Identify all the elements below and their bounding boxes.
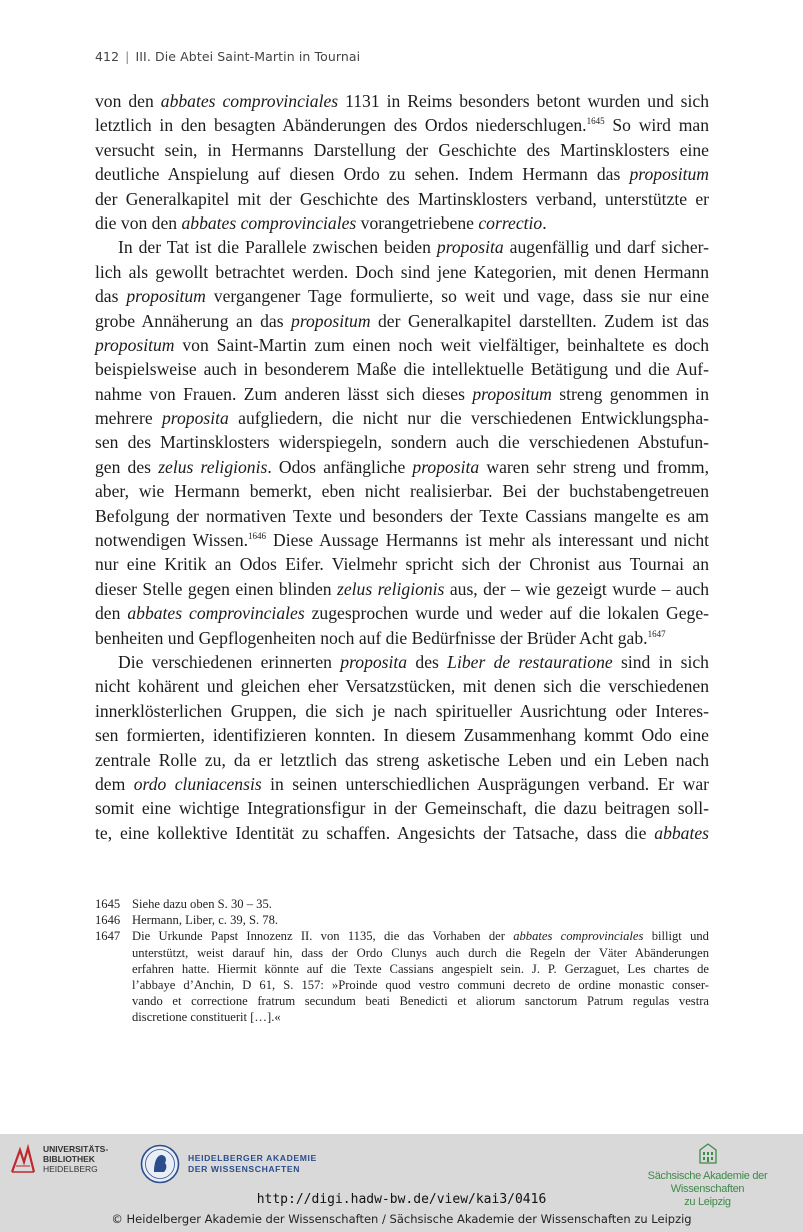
text-line: letztlich in den besagten Abänderungen des Ordos niederschlugen.$^{1645}$ So wird man <box>95 115 709 136</box>
text-line: notwendigen Wissen.$^{1646}$ Diese Aussage Hermanns ist mehr als interessant und nicht <box>95 530 710 551</box>
paragraph-2 <box>95 235 709 650</box>
footnote-text <box>132 912 709 928</box>
text-line: deutliche Anspielung auf diesen Ordo zu sehen. Indem Hermann das propositum <box>95 164 709 185</box>
text-line: mehrere proposita aufgliedern, die nicht nur die verschiedenen Entwicklungspha- <box>95 408 709 429</box>
footnotes <box>95 896 709 1026</box>
italic-term: abbates comprovinciales <box>127 603 305 624</box>
text-line: beispielsweise auch in besonderem Maße die intellektuelle Betätigung und die Auf- <box>95 359 709 380</box>
italic-term: propositum <box>126 286 206 307</box>
footnote-text <box>132 896 709 912</box>
footnote-line: discretione constituerit […].« <box>132 1010 281 1025</box>
paragraph-1 <box>95 89 709 235</box>
page-number: 412 <box>95 49 120 64</box>
footnote-text <box>132 928 709 1025</box>
footnote-reference[interactable]: 1645 <box>586 116 605 127</box>
hadw-logo[interactable] <box>140 1144 317 1184</box>
ub-logo-line3: HEIDELBERG <box>43 1164 98 1174</box>
text-line: benheiten und Gepflogenheiten noch auf die Bedürfnisse der Brüder Acht gab.$^{1647}$ <box>95 627 666 648</box>
text-line: Die verschiedenen erinnerten proposita des Liber de restauratione sind in sich <box>118 651 709 672</box>
text-line: sen des Martinsklosters widerspiegeln, sondern auch die verschiedenen Abstufun- <box>95 432 709 453</box>
footnote-number: 1646 <box>95 913 121 928</box>
text-line: den abbates comprovinciales zugesprochen wurde und weder auf die lokalen Gege- <box>95 603 709 624</box>
text-line: grobe Annäherung an das propositum der Generalkapitel darstellten. Zudem ist das <box>95 310 709 331</box>
text-line: nicht kohärent und gleichen eher Versatzstücken, mit denen sich die verschiedenen <box>95 676 709 697</box>
text-line: versucht sein, in Hermanns Darstellung der Geschichte des Martinsklosters eine <box>95 139 709 160</box>
italic-term: proposita <box>161 408 229 429</box>
footnote-line: Die Urkunde Papst Innozenz II. von 1135, die das Vorhaben der abbates comprovinciales billigt und <box>132 929 709 944</box>
running-head <box>95 49 360 64</box>
footnote-line: Siehe dazu oben S. 30 – 35. <box>132 897 272 911</box>
text-line: In der Tat ist die Parallele zwischen beiden proposita augenfällig und darf sicher- <box>118 237 709 258</box>
footnote-line: unterstützt, weist darauf hin, dass der Ordo Clunys auch durch die Regeln der Väter Abänderungen <box>132 945 709 960</box>
text-line: das propositum vergangener Tage formulierte, so weit und vage, dass sie nur eine <box>95 286 710 307</box>
academy-seal-icon <box>140 1144 180 1184</box>
italic-term: ordo cluniacensis <box>133 773 262 794</box>
text-line: nur eine Kritik an Odos Eifer. Vielmehr spricht sich der Chronist aus Tournai an <box>95 554 709 575</box>
italic-term: zelus religionis <box>337 578 445 599</box>
saw-logo-line1: Sächsische Akademie der Wissenschaften <box>647 1170 768 1195</box>
hadw-logo-line1: HEIDELBERGER AKADEMIE <box>188 1153 317 1163</box>
ub-heidelberg-logo[interactable] <box>10 1144 108 1174</box>
chapter-title: III. Die Abtei Saint-Martin in Tournai <box>135 49 361 64</box>
body-text <box>95 89 709 845</box>
text-line: somit eine wichtige Integrationsfigur in der Gemeinschaft, die dazu beitragen soll- <box>95 798 709 819</box>
italic-term: Liber de restauratione <box>447 651 613 672</box>
italic-term: propositum <box>95 334 175 355</box>
italic-term: proposita <box>340 651 408 672</box>
italic-term: abbates comprovinciales <box>160 91 339 111</box>
footnote-reference[interactable]: 1647 <box>647 628 666 639</box>
ub-logo-line2: BIBLIOTHEK <box>43 1154 95 1164</box>
italic-term: correctio <box>478 212 543 233</box>
footnote <box>95 896 709 912</box>
text-line: gen des zelus religionis. Odos anfängliche proposita waren sehr streng und fromm, <box>95 456 709 477</box>
text-line: dem ordo cluniacensis in seinen unterschiedlichen Ausprägungen verband. Er war <box>95 773 709 794</box>
text-line: dieser Stelle gegen einen blinden zelus religionis aus, der – wie gezeigt wurde – auch <box>95 578 709 599</box>
footnote-line: Hermann, Liber, c. 39, S. 78. <box>132 913 279 928</box>
text-line: die von den abbates comprovinciales vorangetriebene correctio. <box>95 212 547 233</box>
italic-term: abbates comprovinciales <box>181 212 357 233</box>
text-line: innerklösterlichen Gruppen, die sich je nach spiritueller Ausrichtung oder Interes- <box>95 700 709 721</box>
hadw-logo-line2: DER WISSENSCHAFTEN <box>188 1164 301 1174</box>
text-line: der Generalkapitel mit der Geschichte des Martinsklosters verband, unterstützte er <box>95 188 709 209</box>
text-line: zentrale Rolle zu, da er letztlich das streng asketische Leben und ein Leben nach <box>95 749 709 770</box>
text-line: aber, wie Hermann bemerkt, eben nicht realisierbar. Bei der buchstabengetreuen <box>95 481 709 502</box>
text-line: te, eine kollektive Identität zu schaffen. Angesichts der Tatsache, dass die abbates <box>95 822 709 843</box>
italic-term: abbates comprovinciales <box>513 929 644 944</box>
paragraph-3 <box>95 650 709 845</box>
text-line: von den abbates comprovinciales 1131 in Reims besonders betont wurden und sich <box>95 91 710 111</box>
academy-building-icon <box>699 1142 717 1164</box>
saw-logo-line2: zu Leipzig <box>684 1196 731 1208</box>
text-line: sen formierten, identifizieren konnten. In diesem Zusammenhang kommt Odo eine <box>95 725 709 746</box>
ub-logo-icon <box>10 1144 36 1174</box>
italic-term: propositum <box>629 164 709 185</box>
italic-term: propositum <box>291 310 371 331</box>
footnote-number: 1647 <box>95 929 121 944</box>
footnote-line: erfahren hatte. Hiermit könnte auf die Texte Cassians angespielt sein. J. P. Gerzaguet, Les chartes de <box>132 961 709 976</box>
italic-term: proposita <box>436 237 504 258</box>
italic-term: zelus religionis <box>158 456 268 477</box>
footnote <box>95 912 709 928</box>
text-line: Befolgung der normativen Texte und besonders der Texte Cassians mangelte es am <box>95 505 709 526</box>
footnote-reference[interactable]: 1646 <box>248 531 267 542</box>
footnote-number: 1645 <box>95 897 121 911</box>
italic-term: abbates <box>654 822 709 843</box>
footnote <box>95 928 709 1025</box>
italic-term: propositum <box>472 383 552 404</box>
permalink-url[interactable]: http://digi.hadw-bw.de/view/kai3/0416 <box>256 1192 547 1207</box>
footnote-line: vando et correctione fratrum secundum beati Benedicti et aliorum sanctorum Patrum regulas vestra <box>132 994 709 1009</box>
footnote-line: l’abbaye d’Anchin, D 61, S. 157: »Proinde quod vestro communi decreto de ordine monastic conser- <box>132 978 709 993</box>
copyright-notice: © Heidelberger Akademie der Wissenschaften / Sächsische Akademie der Wissenschaften zu Leipzig <box>111 1212 692 1226</box>
running-head-separator: | <box>125 49 130 64</box>
ub-logo-line1: UNIVERSITÄTS- <box>43 1144 109 1154</box>
text-line: nahme von Frauen. Zum anderen lässt sich dieses propositum streng genommen in <box>95 383 709 404</box>
italic-term: proposita <box>412 456 480 477</box>
text-line: propositum von Saint-Martin zum einen noch weit vielfältiger, beinhaltete es doch <box>95 334 709 355</box>
text-line: lich als gewollt betrachtet werden. Doch sind jene Kategorien, mit denen Hermann <box>95 261 709 282</box>
